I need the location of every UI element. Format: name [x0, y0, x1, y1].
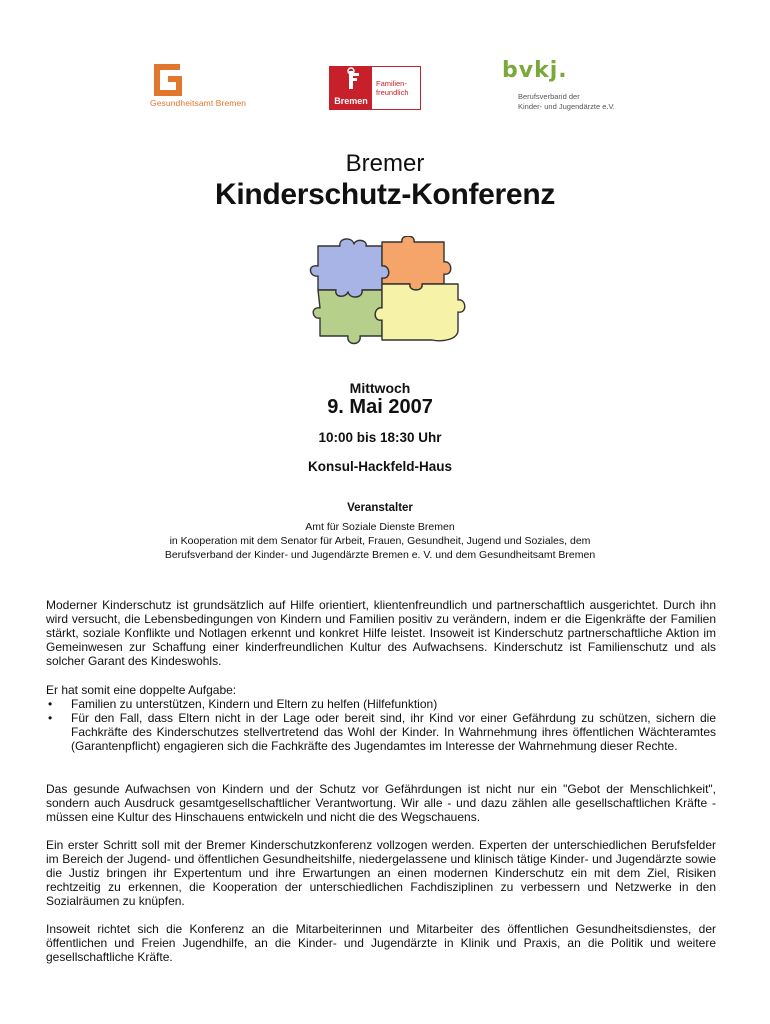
organizer-line: Berufsverband der Kinder- und Jugendärzte Bremen e. V. und dem Gesundheitsamt Bremen: [164, 549, 596, 561]
paragraph-first-step-block: [46, 838, 716, 908]
body-text: [46, 598, 716, 668]
bremen-red-block: [330, 67, 372, 109]
puzzle-illustration: [282, 236, 482, 348]
paragraph-audience: Insoweit richtet sich die Konferenz an die Mitarbeiterinnen und Mitarbeiter des öffentlichen Gesundheitsdienstes, der öffentlichen und Freien Jugendhilfe, an die Kinder- und Jugendärzte in Klinik und Praxis, an die Politik und weitere gesellschaftliche Kräfte.: [46, 922, 716, 964]
gesundheitsamt-logo-label: Gesundheitsamt Bremen: [150, 98, 247, 108]
title-line2: Kinderschutz-Konferenz: [214, 178, 556, 211]
event-venue: Konsul-Hackfeld-Haus: [307, 459, 453, 474]
bvkj-logo: [500, 58, 630, 114]
event-time: 10:00 bis 18:30 Uhr: [318, 430, 442, 445]
puzzle-piece-yellow: [375, 284, 465, 341]
puzzle-piece-blue: [310, 239, 388, 297]
organizer-heading: Veranstalter: [347, 502, 413, 514]
bvkj-subtitle-line2: Kinder- und Jugendärzte e.V.: [518, 102, 615, 111]
organizer-line: Amt für Soziale Dienste Bremen: [305, 521, 455, 533]
task-list-block: [46, 683, 716, 753]
paragraph-first-step: Ein erster Schritt soll mit der Bremer Kinderschutzkonferenz vollzogen werden. Experten der unterschiedlichen Berufsfelder im Bereich der Jugend- und öffentlichen Gesundheitshilfe, niedergelassene und klinisch tätige Kinder- und Jugendärzte sowie die Justiz bringen ihr Expertentum und ihre Erwartungen an einen modernen Kinderschutz ein mit dem Ziel, Risiken rechtzeitig zu erkennen, die Kooperation der unterschiedlichen Fachdisziplinen zu verbessern und Netzwerke in den Sozialräumen zu knüpfen.: [46, 838, 716, 908]
bullet-icon: •: [48, 697, 53, 711]
bremen-key-icon: [330, 67, 372, 95]
list-item-text: Familien zu unterstützen, Kindern und Eltern zu helfen (Hilfefunktion): [71, 697, 438, 711]
paragraph-intro: Moderner Kinderschutz ist grundsätzlich auf Hilfe orientiert, klientenfreundlich und partnerschaftlich ausgerichtet. Durch ihn wird versucht, die Lebensbedingungen von Kindern und Familien positiv zu verändern, indem er die Eigenkräfte der Familien stärkt, soziale Konflikte und Notlagen erkennt und konkret Hilfe leistet. Insoweit ist Kinderschutz partnerschaftliche Aktion im Gemeinwesen zur Schaffung einer kinderfreundlichen Kultur des Aufwachsens. Kinderschutz ist Familienschutz und als solcher Garant des Kindeswohls.: [46, 598, 716, 668]
familienfreundlich-label: [376, 79, 409, 97]
event-weekday: Mittwoch: [349, 380, 411, 396]
list-item: [46, 711, 716, 753]
tagline-line2: freundlich: [376, 88, 409, 97]
list-intro: Er hat somit eine doppelte Aufgabe:: [46, 683, 237, 697]
puzzle-piece-green: [313, 290, 382, 344]
gesundheitsamt-g-mark: [150, 62, 190, 96]
paragraph-responsibility-block: [46, 782, 716, 824]
bvkj-subtitle-line1: Berufsverband der: [518, 92, 580, 101]
task-list: [46, 697, 716, 753]
bvkj-mark: bvkj.: [502, 58, 568, 83]
list-item: [46, 697, 716, 711]
event-date: 9. Mai 2007: [327, 396, 433, 418]
bremen-city-label: Bremen: [334, 96, 368, 106]
list-item-text: Für den Fall, dass Eltern nicht in der Lage oder bereit sind, ihr Kind vor einer Gefährdung zu schützen, sichern die Fachkräfte des Kinderschutzes stellvertretend das Wohl der Kinder. In Wahrnehmung ihres öffentlichen Wächteramtes (Garantenpflicht) engagieren sich die Fachkräfte des Jugendamtes im Interesse der Wahrnehmung dieser Rechte.: [71, 711, 716, 753]
organizer-line: in Kooperation mit dem Senator für Arbeit, Frauen, Gesundheit, Jugend und Soziales, dem: [169, 535, 591, 547]
tagline-line1: Familien-: [376, 79, 407, 88]
puzzle-piece-orange: [382, 236, 451, 290]
bvkj-subtitle: [518, 92, 615, 112]
paragraph-responsibility: Das gesunde Aufwachsen von Kindern und der Schutz vor Gefährdungen ist nicht nur ein "Gebot der Menschlichkeit", sondern auch Ausdruck gesamtgesellschaftlicher Verantwortung. Wir alle - und dazu zählen alle gesellschaftlichen Kräfte - müssen eine Kultur des Hinschauens entwickeln und nicht die des Wegschauens.: [46, 782, 716, 824]
bullet-icon: •: [48, 711, 53, 725]
gesundheitsamt-logo: [150, 62, 250, 110]
title-line1: Bremer: [345, 150, 425, 177]
bremen-familienfreundlich-logo: [329, 66, 421, 110]
paragraph-audience-block: [46, 922, 716, 964]
